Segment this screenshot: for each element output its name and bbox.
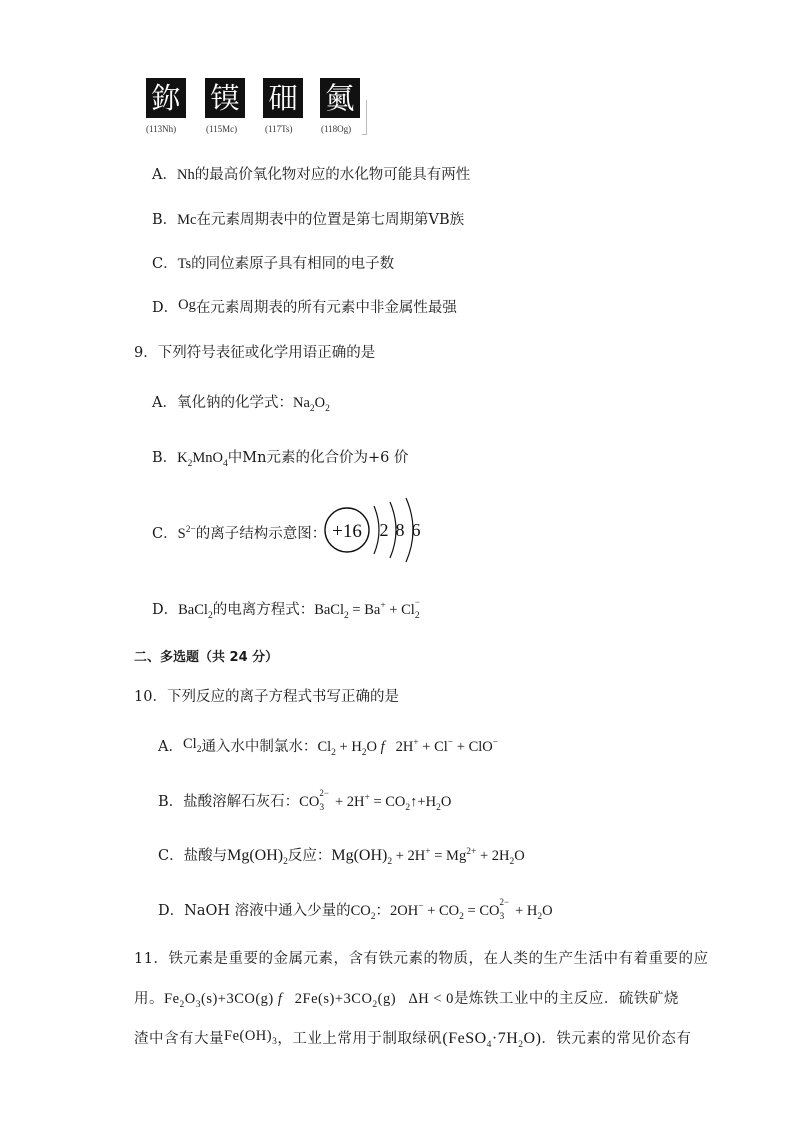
bracket-mark — [362, 100, 367, 135]
q9-option-c: C．$S^{2-}$的离子结构示意图： — [152, 525, 327, 542]
q8-option-c: C．Ts的同位素原子具有相同的电子数 — [152, 256, 395, 272]
element-label-og: (118Og) — [321, 124, 352, 134]
shell-electrons-2: 8 — [395, 520, 405, 540]
q10-option-a: A．$Cl_2$通入水中制氯水：$Cl_2 + H_2O$ f 2H+ + Cl− + ClO− — [158, 736, 499, 758]
element-badge-og: 鿫 — [320, 78, 360, 118]
nucleus-charge: +16 — [332, 521, 362, 542]
shell-electrons-3: 6 — [411, 520, 421, 540]
element-label-mc: (115Mc) — [206, 124, 238, 134]
element-badge-ts: 鿬 — [263, 78, 303, 118]
q11-line-1: 11．铁元素是重要的金属元素，含有铁元素的物质，在人类的生产生活中有着重要的应 — [134, 951, 709, 967]
q10-option-b: B．盐酸溶解石灰石：CO $_{2- 3} + 2H^+ = CO_2↑+H_2O$ — [158, 787, 452, 813]
q9-option-a: A．氧化钠的化学式：$Na_2O_2$ — [152, 395, 330, 414]
sulfide-ion-diagram — [322, 494, 432, 564]
q10-option-d: D．NaOH 溶液中通入少量的$CO_2$：$2OH^- + CO_2$ = CO $_{2- 3} + H_2O$ — [158, 896, 553, 922]
shell-arc-1 — [374, 506, 379, 554]
element-label-ts: (117Ts) — [265, 124, 293, 134]
q9-option-b: B．$K_2MnO_4$中Mn元素的化合价为+6 价 — [152, 450, 409, 469]
shell-electrons-1: 2 — [379, 520, 389, 540]
q10-stem: 10．下列反应的离子方程式书写正确的是 — [134, 689, 399, 705]
q11-line-3: 渣中含有大量$Fe(OH)_3$，工业上常用于制取绿矾$(FeSO_4\cdot 7H_2O)$．铁元素的常见价态有 — [134, 1028, 692, 1051]
q9-option-d: D．BaCl$_2$的电离方程式：BaCl$_2$ = Ba+ + Cl $_{- 2}$ — [152, 596, 420, 621]
element-badge-mc: 镆 — [205, 78, 245, 118]
q8-option-b: B．Mc在元素周期表中的位置是第七周期第VB族 — [152, 212, 465, 228]
element-label-nh: (113Nh) — [146, 124, 177, 134]
q8-option-a: A．Nh的最高价氧化物对应的水化物可能具有两性 — [152, 167, 471, 183]
q10-option-c: C．盐酸与$Mg(OH)_2$反应：$Mg(OH)_2 + 2H^+ = Mg^{2+} + 2H_2O$ — [158, 847, 525, 868]
q9-stem: 9．下列符号表征或化学用语正确的是 — [134, 345, 376, 361]
element-badge-nh: 鉨 — [146, 78, 186, 118]
q8-option-d: D．Og在元素周期表的所有元素中非金属性最强 — [152, 297, 457, 316]
q11-line-2: 用。$Fe_2O_3(s)+3CO(g)$ f $2Fe(s)+3CO_2(g) \Delta H < 0$是炼铁工业中的主反应．硫铁矿烧 — [134, 991, 679, 1010]
section-title: 二、多选题（共 24 分） — [134, 650, 279, 665]
